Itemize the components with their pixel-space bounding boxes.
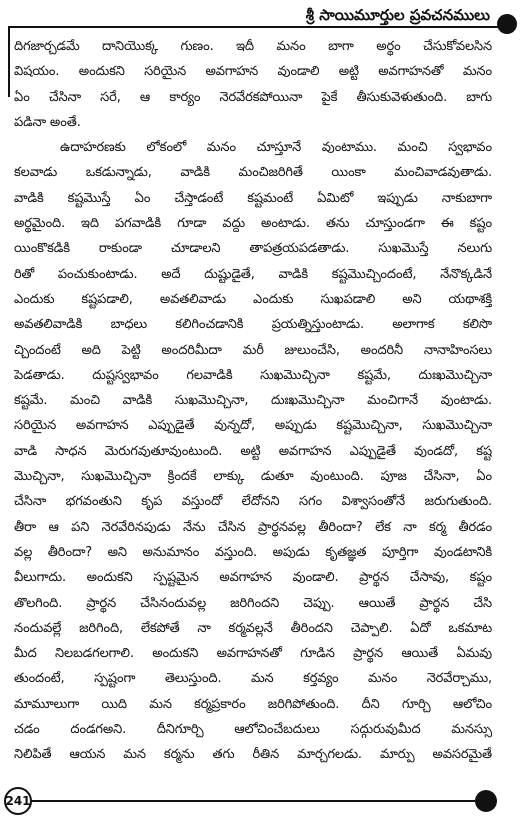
text-line: అర్థమైంది. ఇది పగవాడికి గూడా వద్దు అంటాడు. తను చూస్తుండగా ఈ కష్టం	[14, 216, 492, 232]
text-line: అవతలివాడికి బాధలు కలిగించడానికి ప్రయత్నిస్తుంటాడు. అలాగాక కలిసొ	[14, 317, 492, 333]
text-line: పడినా అంతే.	[14, 114, 81, 130]
text-line: వల్ల తీరిందా? అని అనుమానం వస్తుంది. అపుడు కృతజ్ఞత పూర్తిగా వుండటానికి	[14, 544, 492, 560]
text-line: కష్టమే. మంచి వాడికి సుఖమొచ్చినా, దుఃఖమొచ్చినా మంచిగానే వుంటాడు.	[14, 393, 492, 409]
header-rule	[8, 26, 506, 28]
text-line: నందువల్లే జరిగింది, లేకపోతే నా కర్మవల్లనే తీరిందని చెప్పాలి. ఏదో ఒకమాట	[14, 620, 492, 636]
text-line: మామూలుగా యిది మన కర్మప్రకారం జరిగిపోతుంది. దీని గూర్చి ఆలోచిం	[14, 696, 492, 712]
text-line: యింకొకడికి రాకుండా చూడాలని తాపత్రయపడతాడు. సుఖమొస్తే నలుగు	[14, 241, 492, 257]
text-line: తీరా ఆ పని నెరవేరినపుడు నేను చేసిన ప్రార్థనవల్ల తీరిందా? లేక నా కర్మ తీరడం	[14, 519, 492, 535]
paragraph-start-line: ఉదాహరణకు లోకంలో మనం చూస్తూనే వుంటాము. మంచి స్వభావం	[60, 140, 492, 156]
text-line: చేసినా భగవంతుని కృప వస్తుందో లేదోనని సగం విశ్వాసంతోనే జరుగుతుంది.	[14, 494, 492, 510]
text-line: రితో పంచుకుంటాడు. అదే దుష్టుడైతే, వాడికి కష్టమొచ్చిందంటే, నేనొక్కడినే	[14, 266, 492, 282]
text-line: కలవాడు ఒకడున్నాడు, వాడికి మంచిజరిగితే యింకా మంచివాడవుతాడు.	[14, 165, 492, 181]
text-line: వాడి సాధన మెరుగవుతూవుంటుంది. అట్టి అవగాహన ఎప్పుడైతే వుండదో, కష్ట	[14, 443, 492, 459]
text-line: ఏం చేసినా సరే, ఆ కార్యం నెరవేరకపోయినా పైకే తీసుకువెళుతుంది. బాగు	[14, 89, 492, 105]
left-margin-rule	[8, 27, 10, 97]
footer-dot-ornament	[475, 790, 497, 812]
header-dot-ornament	[497, 14, 517, 34]
text-line: పెడతాడు. దుష్టస్వభావం గలవాడికి సుఖమొచ్చినా కష్టమే, దుఃఖమొచ్చినా	[14, 367, 492, 383]
text-line: చ్చిందంటే అది పెట్టి అందరిమీదా మరీ జులుంచేసి, అందరినీ నానాహింసలు	[14, 342, 492, 358]
text-line: సరియైన అవగాహన ఎప్పుడైతే వున్నదో, అప్పుడు కష్టమొచ్చినా, సుఖమొచ్చినా	[14, 418, 492, 434]
text-line: వీలుగాదు. అందుకని స్పష్టమైన అవగాహన వుండాలి. ప్రార్థన చేసావు, కష్టం	[14, 570, 492, 586]
page-number-badge: 241	[4, 787, 32, 815]
page-body-text	[14, 34, 492, 768]
text-line: ఎందుకు కష్టపడాలి, అవతలివాడు ఎందుకు సుఖపడాలి అని యథాశక్తి	[14, 291, 492, 307]
text-line: మీద నిలబడగలగాలి. అందుకని అవగాహనతో గూడిన ప్రార్థన ఆయితే ఏమవు	[14, 646, 492, 662]
footer-rule	[28, 800, 488, 802]
text-line: తుందంటే, స్పష్టంగా తెలుస్తుంది. మన కర్తవ్యం మనం నెరవేర్చాము,	[14, 671, 492, 687]
text-line: నిలిపితే ఆయన మన కర్మను తగు రీతిన మార్చగలడు. మార్పు అవసరమైతే	[14, 747, 492, 763]
text-line: తొలగింది. ప్రార్థన చేసినందువల్ల జరిగిందని చెప్పు. ఆయితే ప్రార్థన చేసి	[14, 595, 492, 611]
text-line: విషయం. అందుకని సరియైన అవగాహన వుండాలి అట్టి అవగాహనతో మనం	[14, 64, 492, 80]
running-header-title: శ్రీ సాయిమూర్తుల ప్రవచనములు	[305, 6, 490, 24]
text-line: వాడికి కష్టమొస్తే ఏం చేస్తాడంటే కష్టమంటే ఏమిటో ఇప్పుడు నాకుబాగా	[14, 190, 492, 206]
text-line: మొచ్చినా, సుఖమొచ్చినా క్రిందకే లాక్కు డుతూ వుంటుంది. పూజ చేసినా, ఏం	[14, 469, 492, 485]
text-line: చడం దండగఅని. దీనిగూర్చి ఆలోచించేబదులు సద్గురువుమీద మనస్సు	[14, 722, 492, 738]
text-line: దిగజార్చడమే దానియొక్క గుణం. ఇదీ మనం బాగా అర్థం చేసుకోవలసిన	[14, 39, 492, 54]
